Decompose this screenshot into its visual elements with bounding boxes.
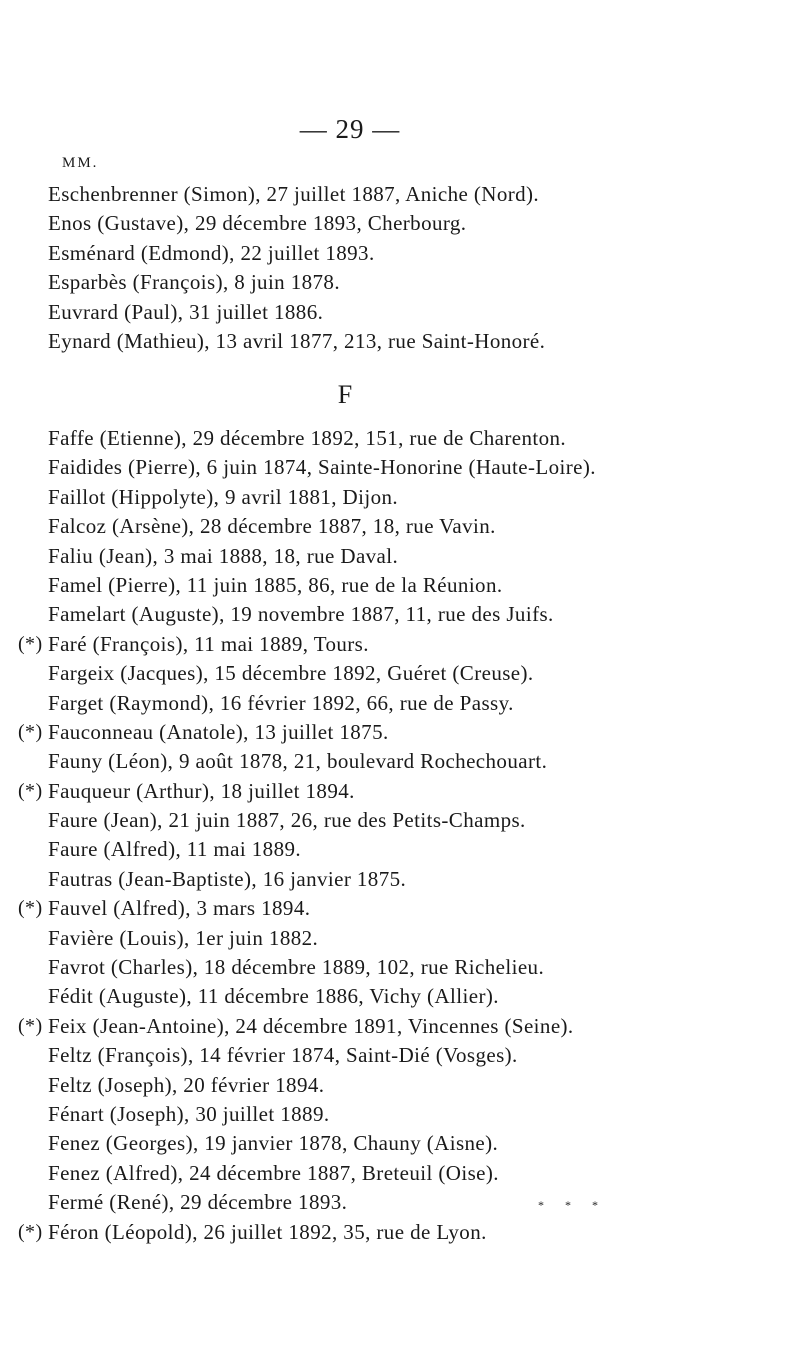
entry-text: Falcoz (Arsène), 28 décembre 1887, 18, rue Vavin. — [48, 514, 496, 539]
entry-text: Favrot (Charles), 18 décembre 1889, 102, rue Richelieu. — [48, 955, 545, 980]
entry-text: Fenez (Alfred), 24 décembre 1887, Breteuil (Oise). — [48, 1160, 499, 1185]
list-item — [0, 982, 800, 1011]
list-item — [0, 924, 800, 953]
list-item — [0, 239, 800, 268]
asterisk-marker: (*) — [18, 720, 43, 743]
list-item — [0, 894, 800, 923]
list-item — [0, 571, 800, 600]
entry-text: Fauqueur (Arthur), 18 juillet 1894. — [48, 778, 355, 803]
entry-text: Enos (Gustave), 29 décembre 1893, Cherbourg. — [48, 211, 467, 236]
list-item — [0, 542, 800, 571]
list-item — [0, 424, 800, 453]
entry-list-f — [0, 424, 800, 1247]
list-item — [0, 1041, 800, 1070]
list-item — [0, 209, 800, 238]
list-item — [0, 718, 800, 747]
list-item — [0, 327, 800, 356]
asterisk-marker: (*) — [18, 1014, 43, 1037]
entry-text: Feix (Jean-Antoine), 24 décembre 1891, Vincennes (Seine). — [48, 1013, 574, 1038]
list-item — [0, 1071, 800, 1100]
entry-text: Féron (Léopold), 26 juillet 1892, 35, rue de Lyon. — [48, 1219, 487, 1244]
list-item — [0, 689, 800, 718]
entry-text: Famel (Pierre), 11 juin 1885, 86, rue de la Réunion. — [48, 572, 503, 597]
asterisk-marker: (*) — [18, 779, 43, 802]
asterisk-marker: (*) — [18, 897, 43, 920]
list-item — [0, 630, 800, 659]
entry-text: Eynard (Mathieu), 13 avril 1877, 213, rue Saint-Honoré. — [48, 328, 546, 353]
list-item — [0, 1218, 800, 1247]
entry-list-e — [0, 180, 800, 356]
list-item — [0, 180, 800, 209]
list-item — [0, 835, 800, 864]
entry-text: Faure (Jean), 21 juin 1887, 26, rue des Petits-Champs. — [48, 808, 526, 833]
entry-text: Faure (Alfred), 11 mai 1889. — [48, 837, 302, 862]
list-item — [0, 512, 800, 541]
entry-text: Esparbès (François), 8 juin 1878. — [48, 270, 340, 295]
entry-text: Fenez (Georges), 19 janvier 1878, Chauny (Aisne). — [48, 1131, 499, 1156]
entry-text: Famelart (Auguste), 19 novembre 1887, 11, rue des Juifs. — [48, 602, 554, 627]
section-letter: F — [337, 380, 353, 409]
asterisk-marker: (*) — [18, 632, 43, 655]
list-item — [0, 747, 800, 776]
entry-text: Eschenbrenner (Simon), 27 juillet 1887, Aniche (Nord). — [48, 182, 540, 206]
entry-text: Faliu (Jean), 3 mai 1888, 18, rue Daval. — [48, 543, 399, 568]
page-number: — 29 — — [299, 114, 401, 144]
entry-text: Faré (François), 11 mai 1889, Tours. — [48, 631, 369, 656]
list-item — [0, 1129, 800, 1158]
list-item — [0, 953, 800, 982]
entry-text: Fautras (Jean-Baptiste), 16 janvier 1875. — [48, 866, 407, 891]
entry-text: Feltz (Joseph), 20 février 1894. — [48, 1072, 325, 1097]
list-item — [0, 600, 800, 629]
entry-text: Fauvel (Alfred), 3 mars 1894. — [48, 896, 311, 921]
entry-text: Farget (Raymond), 16 février 1892, 66, rue de Passy. — [48, 690, 514, 715]
list-item — [0, 453, 800, 482]
entry-text: Esménard (Edmond), 22 juillet 1893. — [48, 240, 375, 265]
list-item — [0, 659, 800, 688]
list-item — [0, 298, 800, 327]
entry-text: Fédit (Auguste), 11 décembre 1886, Vichy (Allier). — [48, 984, 499, 1009]
entry-text: Feltz (François), 14 février 1874, Saint-Dié (Vosges). — [48, 1043, 518, 1068]
entry-text: Euvrard (Paul), 31 juillet 1886. — [48, 299, 324, 324]
list-item — [0, 777, 800, 806]
entry-text: Faffe (Etienne), 29 décembre 1892, 151, rue de Charenton. — [48, 426, 567, 450]
asterisk-marker: (*) — [18, 1220, 43, 1243]
entry-text: Fauny (Léon), 9 août 1878, 21, boulevard Rochechouart. — [48, 749, 548, 774]
entry-text: Fermé (René), 29 décembre 1893. — [48, 1190, 348, 1215]
entry-text: Fauconneau (Anatole), 13 juillet 1875. — [48, 719, 389, 744]
list-item — [0, 268, 800, 297]
entry-text: Faillot (Hippolyte), 9 avril 1881, Dijon. — [48, 484, 399, 509]
entry-text: Favière (Louis), 1er juin 1882. — [48, 925, 319, 950]
list-item — [0, 865, 800, 894]
list-item — [0, 1159, 800, 1188]
list-item — [0, 1188, 800, 1217]
list-item — [0, 806, 800, 835]
entry-text: Fargeix (Jacques), 15 décembre 1892, Guéret (Creuse). — [48, 661, 534, 686]
list-item — [0, 1100, 800, 1129]
salutation: MM. — [62, 155, 99, 171]
end-ornament: * * * — [538, 1198, 607, 1212]
list-item — [0, 483, 800, 512]
entry-text: Fénart (Joseph), 30 juillet 1889. — [48, 1102, 330, 1126]
list-item — [0, 1012, 800, 1041]
entry-text: Faidides (Pierre), 6 juin 1874, Sainte-Honorine (Haute-Loire). — [48, 455, 596, 480]
